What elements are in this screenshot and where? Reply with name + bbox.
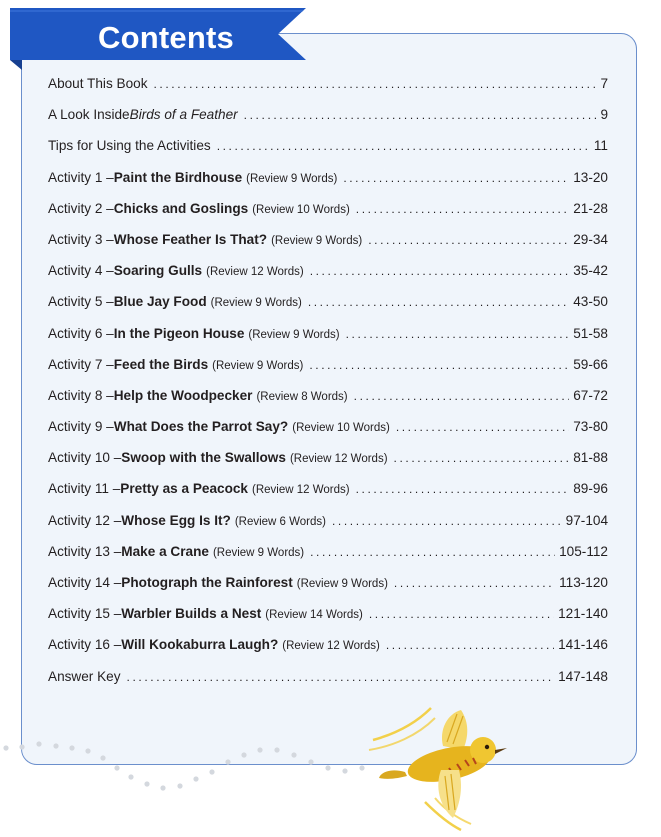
toc-entry-label: Activity 6 – [48,325,114,341]
toc-entry-label: Activity 9 – [48,419,114,435]
toc-entry-label: About This Book [48,76,148,91]
dot-leader [217,139,590,153]
toc-entry-page: 105-112 [559,543,608,559]
toc-entry-title: Whose Feather Is That? [113,231,268,247]
toc-entry [48,263,608,294]
page-title: Contents [98,20,234,55]
dot-leader [394,451,570,465]
yellow-warbler-bird-icon [365,706,525,834]
toc-entry-review: (Review 12 Words) [282,640,380,653]
toc-entry-review: (Review 9 Words) [212,359,304,372]
toc-entry-label: Activity 4 – [48,263,114,279]
toc-entry-label: Activity 15 – [48,606,122,622]
toc-entry-review: (Review 9 Words) [296,578,388,590]
toc-entry-review: (Review 9 Words) [271,234,363,247]
dot-leader [332,514,562,528]
toc-entry-review: (Review 12 Words) [206,266,304,279]
dot-leader [356,202,569,216]
toc-entry-title: Blue Jay Food [113,294,207,310]
toc-entry-title: Paint the Birdhouse [113,169,243,185]
toc-entry-page: 141-146 [558,637,608,653]
toc-entry-label: Activity 10 – [48,450,122,466]
toc-entry-title: Photograph the Rainforest [121,575,293,590]
toc-entry [48,388,608,419]
toc-entry [48,76,608,107]
toc-entry-review: (Review 9 Words) [248,328,340,341]
toc-entry-label: Activity 1 – [48,169,114,185]
toc-entry-title: Warbler Builds a Nest [121,606,262,622]
toc-entry-title: Will Kookaburra Laugh? [121,637,279,653]
toc-entry [48,294,608,325]
toc-entry-label: Activity 5 – [48,294,114,310]
dot-leader [369,607,554,621]
contents-banner [10,8,320,58]
toc-entry-label: Activity 12 – [48,512,122,528]
toc-entry-label: A Look Inside [48,107,130,123]
toc-entry-review: (Review 9 Words) [210,297,302,310]
toc-entry-title: Swoop with the Swallows [121,450,286,466]
toc-entry [48,107,608,138]
toc-entry-page: 67-72 [573,387,608,403]
toc-entry-title: Soaring Gulls [113,263,203,279]
toc-entry-title: Help the Woodpecker [113,387,253,403]
toc-entry [48,637,608,668]
toc-entry-page: 121-140 [558,606,608,622]
dot-leader [308,295,569,309]
dotted-trail-icon [0,700,400,800]
dot-leader [394,576,555,590]
toc-entry-label: Activity 16 – [48,637,122,653]
toc-entry-page: 21-28 [573,200,608,216]
toc-entry [48,481,608,512]
toc-entry-label: Activity 8 – [48,387,114,403]
toc-entry-page: 7 [600,76,608,91]
toc-entry [48,513,608,544]
toc-entry-title: What Does the Parrot Say? [113,419,289,435]
toc-entry-page: 35-42 [573,263,608,279]
toc-entry [48,450,608,481]
toc-entry [48,544,608,575]
dot-leader [310,545,555,559]
toc-entry-title: Pretty as a Peacock [120,481,248,497]
toc-entry-title: In the Pigeon House [113,325,245,341]
toc-entry-title: Whose Egg Is It? [121,512,231,528]
dot-leader [343,171,569,185]
toc-entry-page: 147-148 [558,668,608,684]
toc-entry-label: Activity 11 – [48,481,121,497]
toc-entry-label: Activity 2 – [48,200,114,216]
toc-entry-review: (Review 14 Words) [265,609,363,622]
toc-entry-page: 9 [600,107,608,123]
toc-entry-review: (Review 8 Words) [256,390,348,403]
toc-entry-page: 73-80 [573,419,608,435]
dot-leader [354,389,570,403]
dot-leader [244,108,597,122]
toc-entry-title: Feed the Birds [113,356,209,372]
toc-entry-page: 59-66 [573,356,608,372]
toc-entry [48,575,608,606]
toc-entry-review: (Review 10 Words) [252,203,350,216]
toc-entry-page: 11 [593,138,608,154]
toc-entry-review: (Review 9 Words) [212,546,305,559]
toc-entry [48,606,608,637]
dot-leader [386,638,554,652]
toc-entry-page: 97-104 [565,512,608,528]
toc-entry [48,232,608,263]
toc-entry-label: Answer Key [48,668,121,684]
dot-leader [356,482,570,496]
toc-entry-label: Activity 13 – [48,543,122,559]
toc-entry [48,419,608,450]
toc-entry-page: 43-50 [573,294,608,310]
toc-entry-label: Activity 3 – [48,231,114,247]
toc-entry [48,326,608,357]
toc-entry [48,669,608,700]
toc-entry-title: Chicks and Goslings [113,200,249,216]
toc-entry-review: (Review 9 Words) [246,172,338,185]
toc-entry-title: Make a Crane [121,543,209,559]
table-of-contents [48,76,608,700]
toc-entry [48,357,608,388]
toc-entry [48,201,608,232]
toc-entry-review: (Review 12 Words) [289,453,388,466]
toc-entry-page: 89-96 [573,481,608,497]
toc-entry-label: Activity 14 – [48,575,122,590]
toc-entry-page: 51-58 [573,325,608,341]
toc-entry-page: 81-88 [573,450,608,466]
toc-entry-label: Activity 7 – [48,356,114,372]
toc-entry-review: (Review 12 Words) [252,484,350,497]
toc-entry [48,138,608,169]
dot-leader [309,358,569,372]
dot-leader [346,327,570,341]
dot-leader [127,670,555,684]
dot-leader [368,233,569,247]
dot-leader [396,420,569,434]
toc-entry-title: Birds of a Feather [129,107,238,123]
toc-entry-review: (Review 6 Words) [234,515,326,528]
toc-entry-review: (Review 10 Words) [292,422,390,435]
toc-entry-page: 13-20 [573,169,608,185]
toc-entry-label: Tips for Using the Activities [48,138,211,154]
dot-leader [310,264,570,278]
toc-entry [48,170,608,201]
toc-entry-page: 29-34 [573,231,608,247]
toc-entry-page: 113-120 [559,575,608,590]
dot-leader [154,77,597,91]
